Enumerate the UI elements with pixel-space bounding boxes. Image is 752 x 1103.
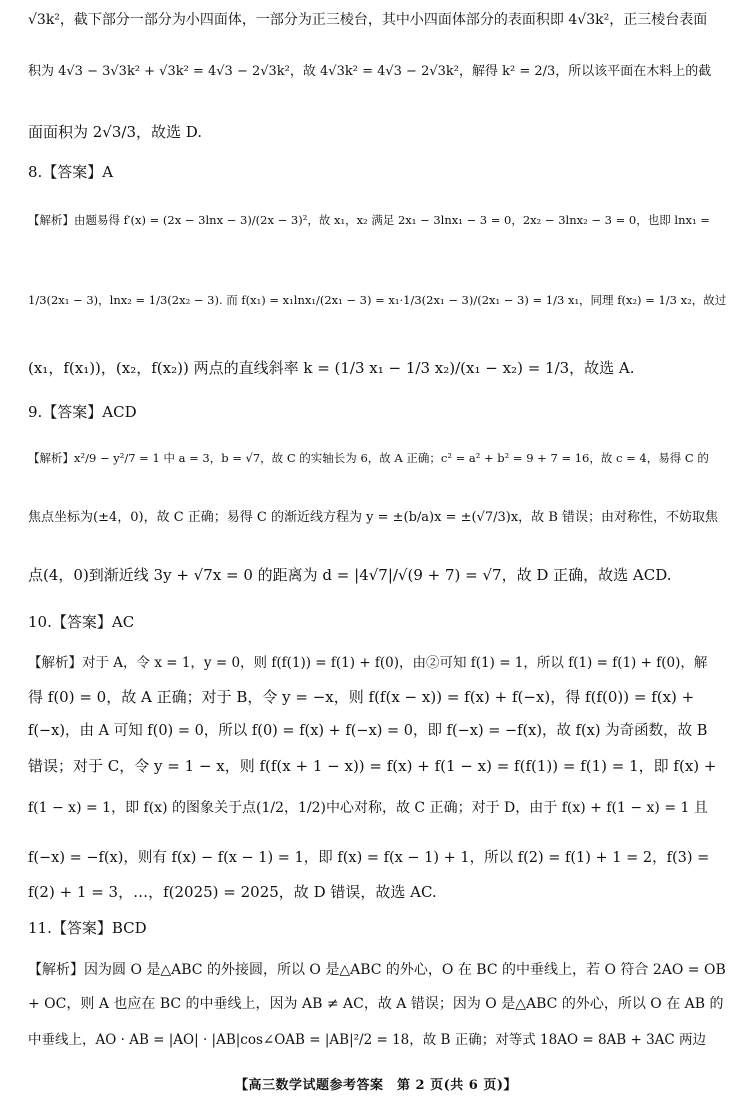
answer-heading-11: 11.【答案】BCD xyxy=(28,919,147,937)
text-line: f(−x)，由 A 可知 f(0) = 0，所以 f(0) = f(x) + f(−x) = 0，即 f(−x) = −f(x)，故 f(x) 为奇函数，故 B xyxy=(28,723,708,739)
text-line: 面面积为 2√3/3，故选 D. xyxy=(28,123,203,141)
text-line: 1/3(2x₁ − 3)，lnx₂ = 1/3(2x₂ − 3). 而 f(x₁) = x₁lnx₁/(2x₁ − 3) = x₁·1/3(2x₁ − 3)/(2x₁ − 3) = 1/3 x₁，同理 f(x₂) = 1/3 x₂，故过 xyxy=(28,293,727,307)
text-line: f(1 − x) = 1，即 f(x) 的图象关于点(1/2，1/2)中心对称，故 C 正确；对于 D，由于 f(x) + f(1 − x) = 1 且 xyxy=(28,800,708,816)
text-line: 焦点坐标为(±4，0)，故 C 正确；易得 C 的渐近线方程为 y = ±(b/a)x = ±(√7/3)x，故 B 错误；由对称性，不妨取焦 xyxy=(28,510,719,525)
text-line: + OC，则 A 也应在 BC 的中垂线上，因为 AB ≠ AC，故 A 错误；因为 O 是△ABC 的外心，所以 O 在 AB 的 xyxy=(28,996,724,1012)
text-line: 【解析】x²/9 − y²/7 = 1 中 a = 3，b = √7，故 C 的实轴长为 6，故 A 正确；c² = a² + b² = 9 + 7 = 16，故 c = 4，易得 C 的 xyxy=(28,451,709,465)
answer-heading-9: 9.【答案】ACD xyxy=(28,403,137,421)
text-line: (x₁，f(x₁))，(x₂，f(x₂)) 两点的直线斜率 k = (1/3 x₁ − 1/3 x₂)/(x₁ − x₂) = 1/3，故选 A. xyxy=(28,359,635,377)
text-line: 【解析】由题易得 f′(x) = (2x − 3lnx − 3)/(2x − 3)²，故 x₁，x₂ 满足 2x₁ − 3lnx₁ − 3 = 0，2x₂ − 3lnx₂ − 3 = 0，也即 lnx₁ = xyxy=(28,213,710,227)
text-line: 错误；对于 C，令 y = 1 − x，则 f(f(x + 1 − x)) = f(x) + f(1 − x) = f(f(1)) = f(1) = 1，即 f(x) + xyxy=(28,757,717,775)
text-line: 积为 4√3 − 3√3k² + √3k² = 4√3 − 2√3k²，故 4√3k² = 4√3 − 2√3k²，解得 k² = 2/3，所以该平面在木料上的截 xyxy=(28,64,712,79)
text-line: √3k²，截下部分一部分为小四面体，一部分为正三棱台，其中小四面体部分的表面积即 4√3k²，正三棱台表面 xyxy=(28,12,708,28)
text-line: 中垂线上，AO · AB = |AO| · |AB|cos∠OAB = |AB|²/2 = 18，故 B 正确；对等式 18AO = 8AB + 3AC 两边 xyxy=(28,1032,707,1048)
text-line: 【解析】因为圆 O 是△ABC 的外接圆，所以 O 是△ABC 的外心，O 在 BC 的中垂线上，若 O 符合 2AO = OB xyxy=(28,962,726,978)
text-line: 点(4，0)到渐近线 3y + √7x = 0 的距离为 d = |4√7|/√(9 + 7) = √7，故 D 正确，故选 ACD. xyxy=(28,566,672,584)
page-footer: 【高三数学试题参考答案 第 2 页(共 6 页)】 xyxy=(235,1078,517,1093)
text-line: 【解析】对于 A，令 x = 1，y = 0，则 f(f(1)) = f(1) + f(0)，由②可知 f(1) = 1，所以 f(1) = f(1) + f(0)，解 xyxy=(28,655,708,671)
answer-heading-10: 10.【答案】AC xyxy=(28,613,135,631)
answer-heading-8: 8.【答案】A xyxy=(28,163,114,181)
text-line: 得 f(0) = 0，故 A 正确；对于 B，令 y = −x，则 f(f(x − x)) = f(x) + f(−x)，得 f(f(0)) = f(x) + xyxy=(28,688,695,706)
text-line: f(2) + 1 = 3，…，f(2025) = 2025，故 D 错误，故选 AC. xyxy=(28,883,437,901)
text-line: f(−x) = −f(x)，则有 f(x) − f(x − 1) = 1，即 f(x) = f(x − 1) + 1，所以 f(2) = f(1) + 1 = 2，f(3) = xyxy=(28,850,710,866)
